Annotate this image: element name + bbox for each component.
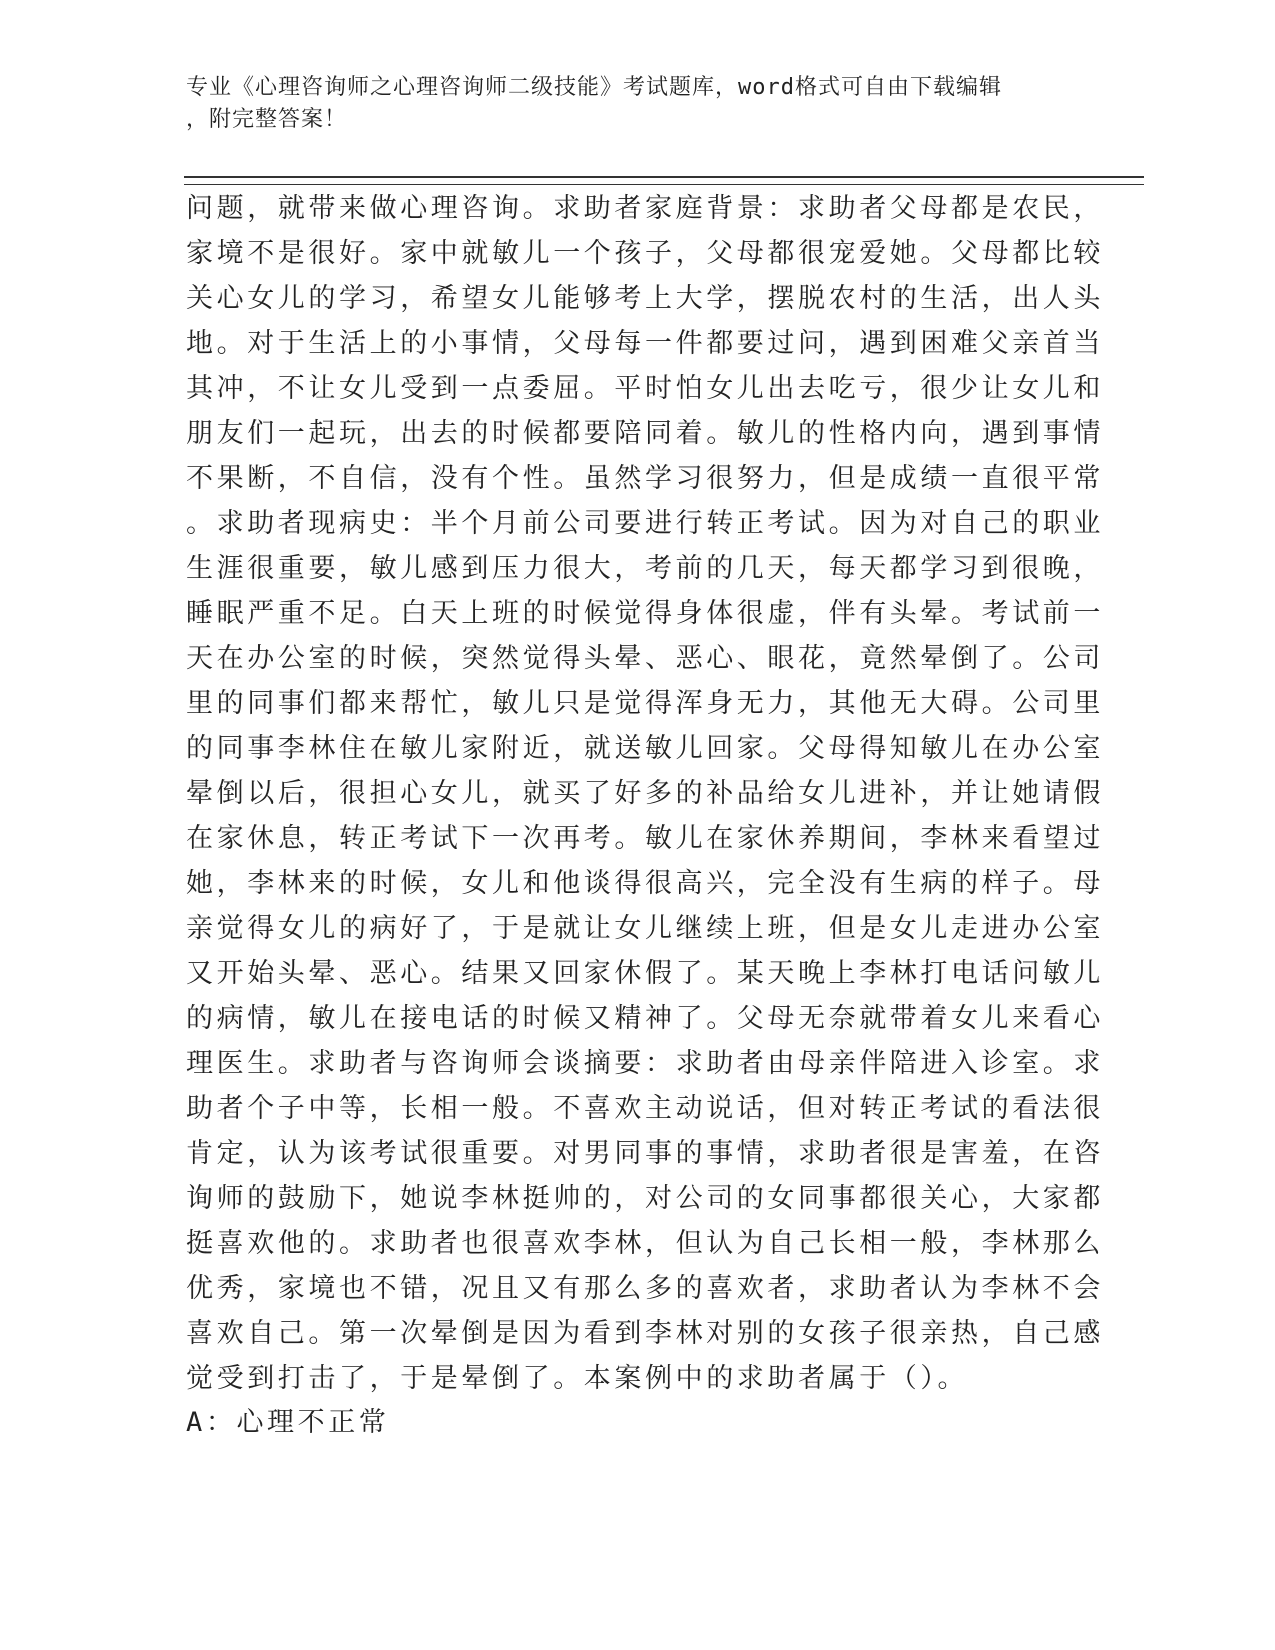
body-line: 不果断，不自信，没有个性。虽然学习很努力，但是成绩一直很平常 — [186, 463, 1104, 494]
body-line: 其冲，不让女儿受到一点委屈。平时怕女儿出去吃亏，很少让女儿和 — [186, 373, 1104, 404]
body-line: 。求助者现病史：半个月前公司要进行转正考试。因为对自己的职业 — [186, 508, 1104, 539]
body-line: 挺喜欢他的。求助者也很喜欢李林，但认为自己长相一般，李林那么 — [186, 1228, 1104, 1259]
body-line: 睡眠严重不足。白天上班的时候觉得身体很虚，伴有头晕。考试前一 — [186, 598, 1104, 629]
body-line: 地。对于生活上的小事情，父母每一件都要过问，遇到困难父亲首当 — [186, 328, 1104, 359]
body-line: 的病情，敏儿在接电话的时候又精神了。父母无奈就带着女儿来看心 — [186, 1003, 1104, 1034]
body-line: 问题，就带来做心理咨询。求助者家庭背景：求助者父母都是农民， — [186, 193, 1104, 224]
body-line: 她，李林来的时候，女儿和他谈得很高兴，完全没有生病的样子。母 — [186, 868, 1104, 899]
body-line: 里的同事们都来帮忙，敏儿只是觉得浑身无力，其他无大碍。公司里 — [186, 688, 1104, 719]
body-line: 又开始头晕、恶心。结果又回家休假了。某天晚上李林打电话问敏儿 — [186, 958, 1104, 989]
body-line: 生涯很重要，敏儿感到压力很大，考前的几天，每天都学习到很晚， — [186, 553, 1104, 584]
answer-option-a: A：心理不正常 — [186, 1407, 390, 1438]
body-line: 家境不是很好。家中就敏儿一个孩子，父母都很宠爱她。父母都比较 — [186, 238, 1104, 269]
header-line-1: 专业《心理咨询师之心理咨询师二级技能》考试题库，word格式可自由下载编辑 — [186, 75, 1002, 100]
header-divider — [184, 176, 1144, 185]
body-line: 的同事李林住在敏儿家附近，就送敏儿回家。父母得知敏儿在办公室 — [186, 733, 1104, 764]
body-line: 喜欢自己。第一次晕倒是因为看到李林对别的女孩子很亲热，自己感 — [186, 1318, 1104, 1349]
body-line: 关心女儿的学习，希望女儿能够考上大学，摆脱农村的生活，出人头 — [186, 283, 1104, 314]
body-line: 天在办公室的时候，突然觉得头晕、恶心、眼花，竟然晕倒了。公司 — [186, 643, 1104, 674]
body-line: 助者个子中等，长相一般。不喜欢主动说话，但对转正考试的看法很 — [186, 1093, 1104, 1124]
body-line: 朋友们一起玩，出去的时候都要陪同着。敏儿的性格内向，遇到事情 — [186, 418, 1104, 449]
body-line: 优秀，家境也不错，况且又有那么多的喜欢者，求助者认为李林不会 — [186, 1273, 1104, 1304]
body-line: 肯定，认为该考试很重要。对男同事的事情，求助者很是害羞，在咨 — [186, 1138, 1104, 1169]
body-line: 晕倒以后，很担心女儿，就买了好多的补品给女儿进补，并让她请假 — [186, 778, 1104, 809]
body-line: 在家休息，转正考试下一次再考。敏儿在家休养期间，李林来看望过 — [186, 823, 1104, 854]
body-line: 亲觉得女儿的病好了，于是就让女儿继续上班，但是女儿走进办公室 — [186, 913, 1104, 944]
body-line: 觉受到打击了，于是晕倒了。本案例中的求助者属于（）。 — [186, 1363, 969, 1394]
body-line: 理医生。求助者与咨询师会谈摘要：求助者由母亲伴陪进入诊室。求 — [186, 1048, 1104, 1079]
body-line: 询师的鼓励下，她说李林挺帅的，对公司的女同事都很关心，大家都 — [186, 1183, 1104, 1214]
question-body — [186, 186, 1104, 1401]
page-header — [186, 72, 1066, 136]
header-line-2: ，附完整答案！ — [186, 107, 348, 132]
